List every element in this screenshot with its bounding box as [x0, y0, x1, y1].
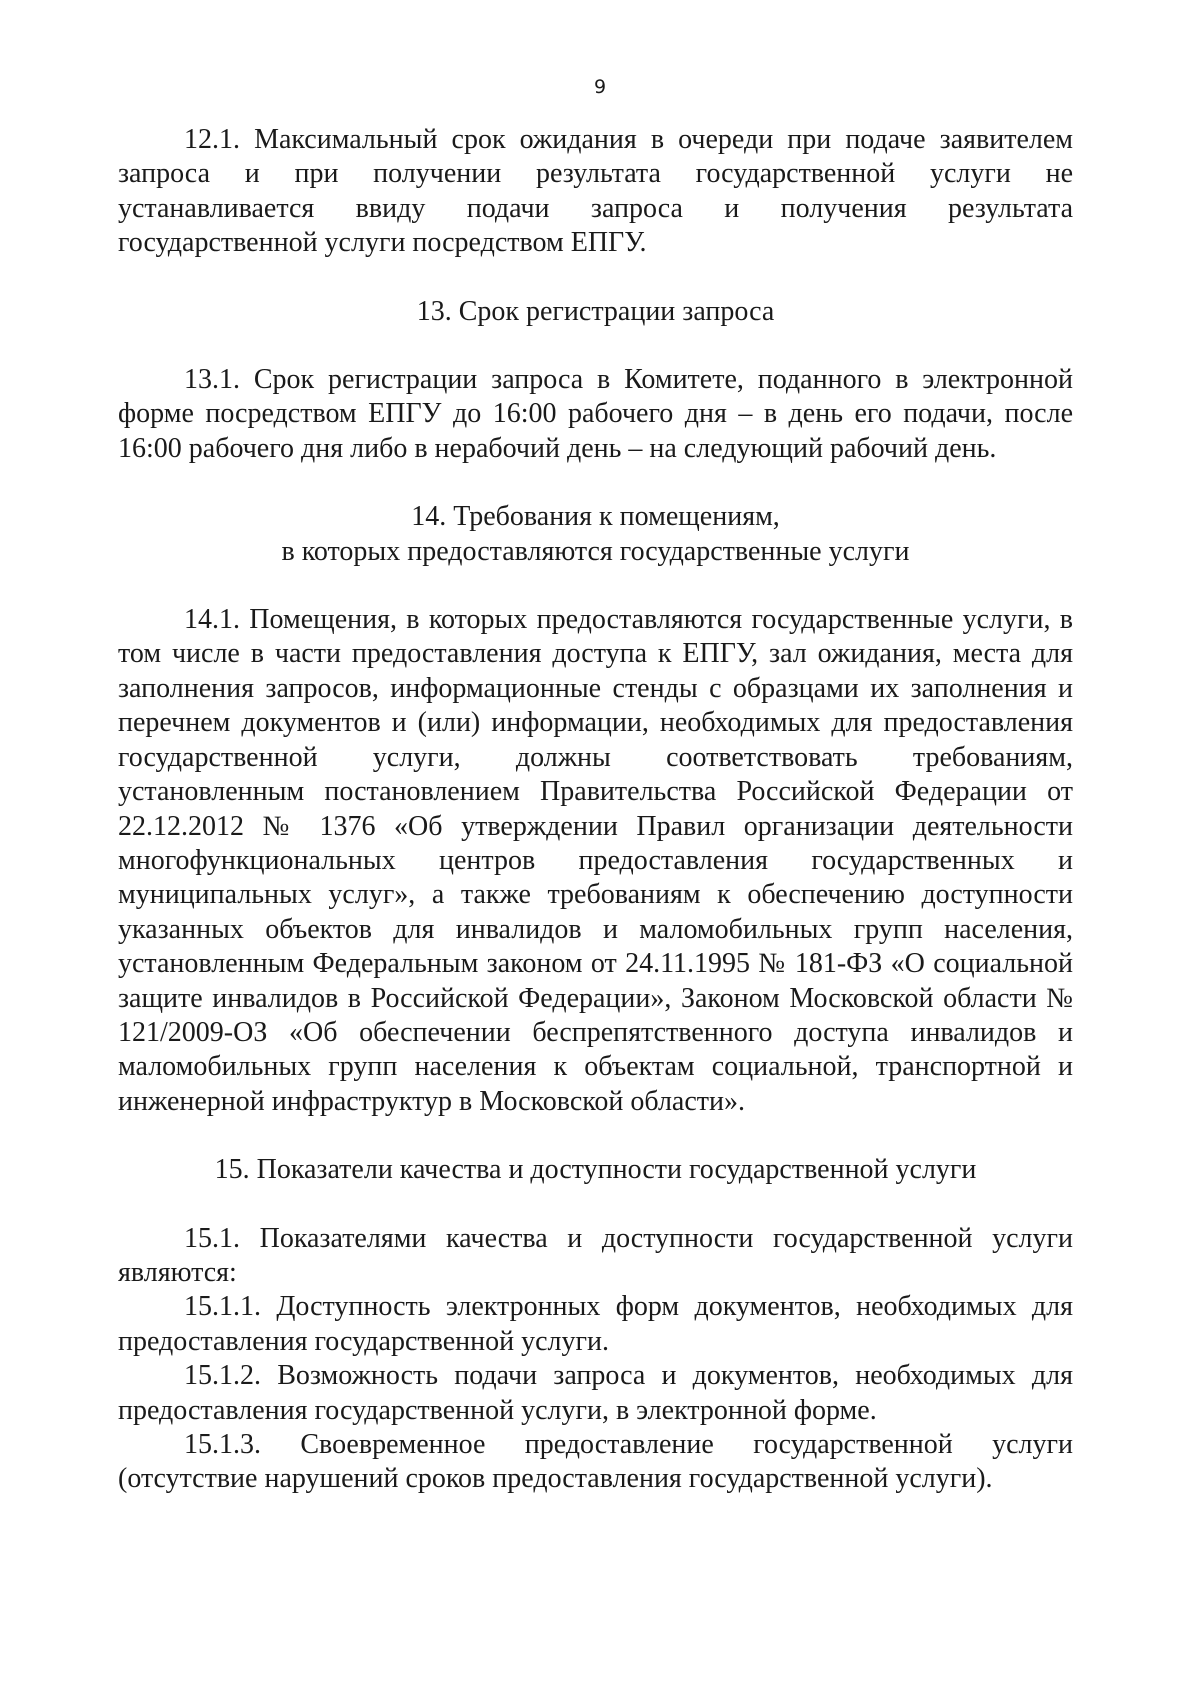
paragraph-15-1-3: 15.1.3. Своевременное предоставление государственной услуги (отсутствие нарушений сроков предоставления государственной услуги). — [118, 1429, 1073, 1495]
page-number: 9 — [593, 76, 607, 98]
heading-14-line-1: 14. Требования к помещениям, — [411, 501, 780, 533]
document-body — [118, 123, 1073, 1497]
paragraph-13-1: 13.1. Срок регистрации запроса в Комитете, поданного в электронной форме посредством ЕПГУ до 16:00 рабочего дня – в день его подачи, после 16:00 рабочего дня либо в нерабочий день – на следующий рабочий день. — [118, 364, 1073, 464]
paragraph-15-1-2: 15.1.2. Возможность подачи запроса и документов, необходимых для предоставления государственной услуги, в электронной форме. — [118, 1360, 1073, 1426]
paragraph-12-1: 12.1. Максимальный срок ожидания в очереди при подаче заявителем запроса и при получении результата государственной услуги не устанавливается ввиду подачи запроса и получения результата государственной услуги посредством ЕПГУ. — [118, 124, 1073, 259]
paragraph-15-1-1: 15.1.1. Доступность электронных форм документов, необходимых для предоставления государственной услуги. — [118, 1291, 1073, 1357]
heading-14-line-2: в которых предоставляются государственные услуги — [281, 535, 910, 567]
paragraph-15-1: 15.1. Показателями качества и доступности государственной услуги являются: — [118, 1222, 1073, 1288]
heading-14 — [118, 500, 1073, 569]
heading-13: 13. Срок регистрации запроса — [416, 295, 775, 327]
heading-15: 15. Показатели качества и доступности государственной услуги — [214, 1154, 977, 1186]
paragraph-14-1: 14.1. Помещения, в которых предоставляются государственные услуги, в том числе в части предоставления доступа к ЕПГУ, зал ожидания, места для заполнения запросов, информационные стенды с образцами их заполнения и перечнем документов и (или) информации, необходимых для предоставления государственной услуги, должны соответствовать требованиям, установленным постановлением Правительства Российской Федерации от 22.12.2012 № 1376 «Об утверждении Правил организации деятельности многофункциональных центров предоставления государственных и муниципальных услуг», а также требованиям к обеспечению доступности указанных объектов для инвалидов и маломобильных групп населения, установленным Федеральным законом от 24.11.1995 № 181-ФЗ «О социальной защите инвалидов в Российской Федерации», Законом Московской области № 121/2009-ОЗ «Об обеспечении беспрепятственного доступа инвалидов и маломобильных групп населения к объектам социальной, транспортной и инженерной инфраструктур в Московской области». — [118, 604, 1073, 1117]
